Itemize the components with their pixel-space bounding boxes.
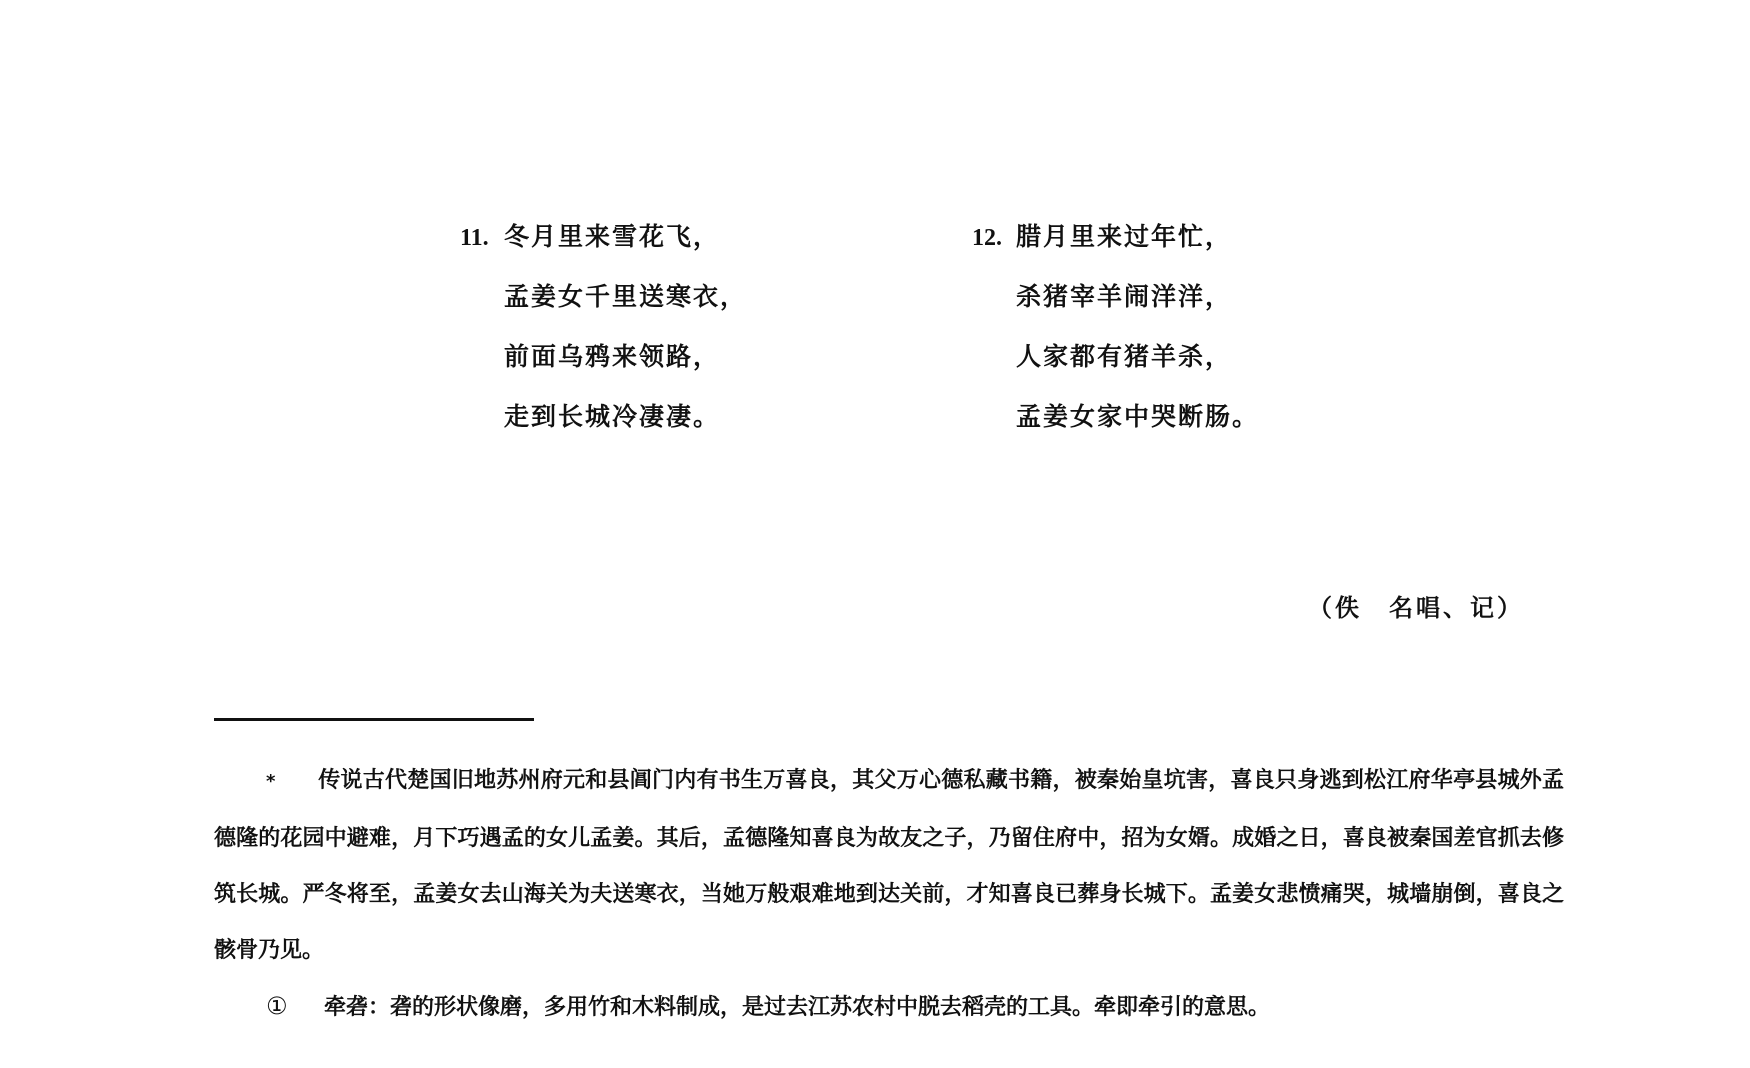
verse-line [972, 222, 1259, 282]
verse-line: 孟姜女千里送寒衣， [504, 282, 748, 311]
verse-line: 人家都有猪羊杀， [1016, 342, 1233, 371]
footnote-star-marker: * [266, 771, 276, 792]
attribution: （佚 名唱、记） [1308, 593, 1524, 622]
verse-line-text: 冬月里来雪花飞， [504, 222, 721, 251]
footnote-1-marker: ① [266, 992, 288, 1020]
verse-12 [972, 222, 1259, 462]
verse-number: 11. [460, 225, 489, 251]
verse-line: 孟姜女家中哭断肠。 [1016, 402, 1260, 431]
verse-line: 杀猪宰羊闹洋洋， [1016, 282, 1233, 311]
footnote-star-text: 传说古代楚国旧地苏州府元和县阊门内有书生万喜良，其父万心德私藏书籍，被秦始皇坑害，喜良只身逃到松江府华亭县城外孟德隆的花园中避难，月下巧遇孟的女儿孟姜。其后，孟德隆知喜良为故友之子，乃留住府中，招为女婿。成婚之日，喜良被秦国差官抓去修筑长城。严冬将至，孟姜女去山海关为夫送寒衣，当她万般艰难地到达关前，才知喜良已葬身长城下。孟姜女悲愤痛哭，城墙崩倒，喜良之骸骨乃见。 [214, 767, 1564, 963]
verse-line-text: 腊月里来过年忙， [1016, 222, 1233, 251]
footnote-1-text: 牵砻：砻的形状像磨，多用竹和木料制成，是过去江苏农村中脱去稻壳的工具。牵即牵引的意思。 [324, 994, 1271, 1020]
footnote-1 [214, 978, 1564, 1035]
footnote-divider [214, 718, 534, 721]
verse-number: 12. [972, 225, 1002, 251]
footnote-star [214, 752, 1564, 978]
verse-line: 前面乌鸦来领路， [504, 342, 721, 371]
verse-line [460, 222, 747, 282]
verse-11 [460, 222, 747, 462]
verse-line: 走到长城冷凄凄。 [504, 402, 721, 431]
footnotes [214, 752, 1564, 1035]
